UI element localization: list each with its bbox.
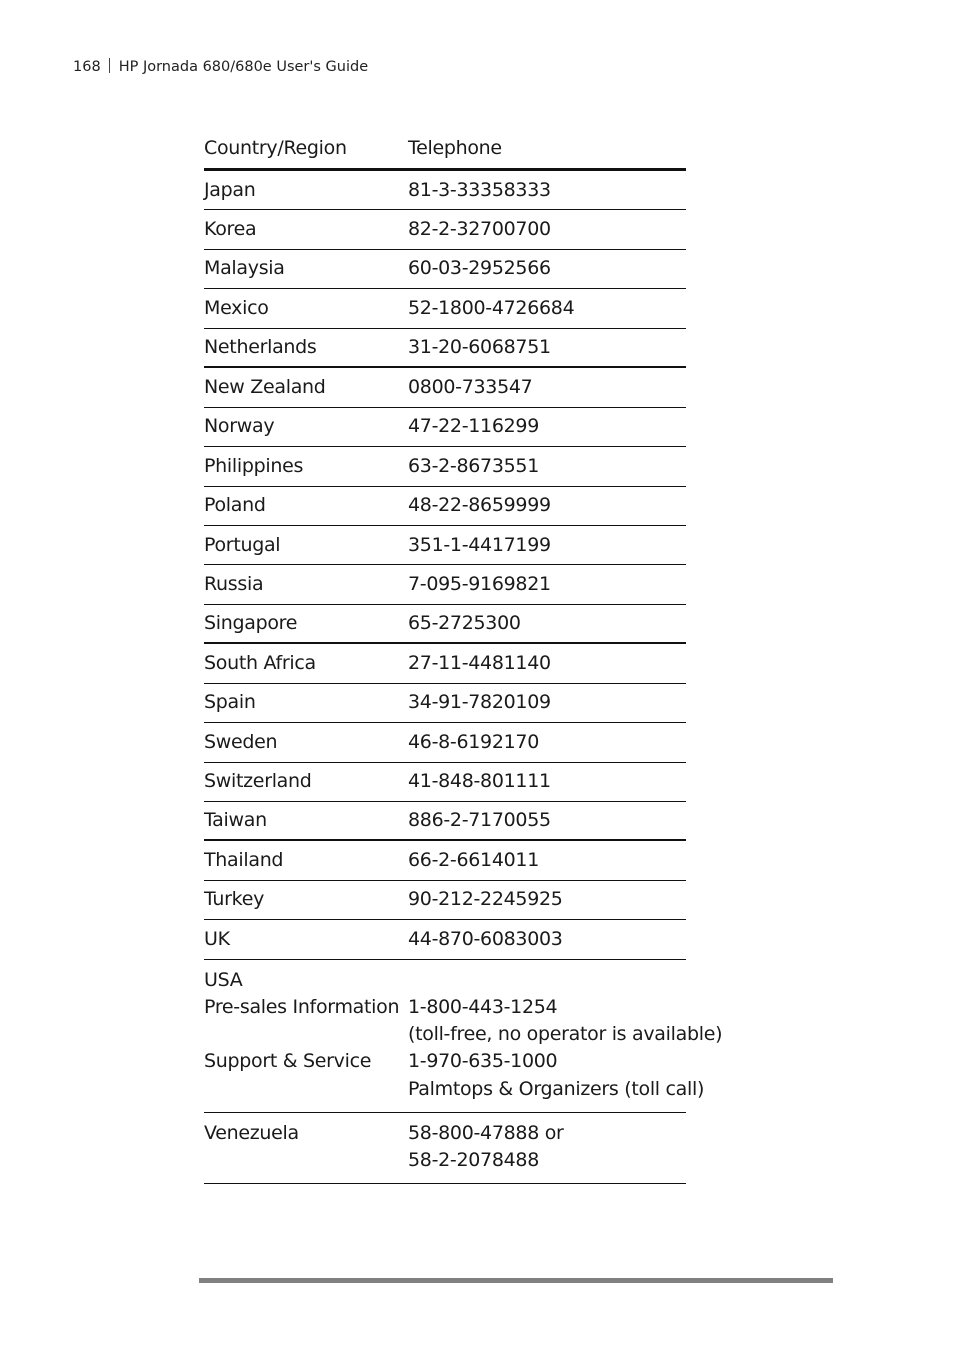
- column-header-country: Country/Region: [204, 136, 347, 159]
- page-number: 168: [73, 59, 101, 75]
- table-row: [204, 763, 686, 802]
- country-cell: Sweden: [204, 730, 278, 753]
- country-cell: Norway: [204, 415, 275, 438]
- phone-cell: 351-1-4417199: [408, 533, 551, 556]
- phone-support-table: [204, 134, 723, 1184]
- phone-cell: 34-91-7820109: [408, 691, 551, 714]
- phone-cell: 52-1800-4726684: [408, 296, 575, 319]
- phone-cell: [408, 967, 722, 1103]
- table-row-venezuela: [204, 1113, 686, 1184]
- table-row: [204, 802, 686, 841]
- table-row: [204, 408, 686, 447]
- table-row: [204, 329, 686, 368]
- table-row: [204, 210, 686, 249]
- phone-cell: 886-2-7170055: [408, 809, 551, 832]
- phone-cell: 81-3-33358333: [408, 178, 551, 201]
- table-body: [204, 171, 686, 960]
- country-cell: Spain: [204, 691, 256, 714]
- country-cell: New Zealand: [204, 375, 326, 398]
- column-header-telephone: Telephone: [408, 136, 502, 159]
- country-cell: UK: [204, 927, 230, 950]
- presales-label: Pre-sales Information: [204, 995, 400, 1018]
- country-cell: [204, 1120, 408, 1147]
- country-cell: Turkey: [204, 888, 265, 911]
- phone-cell: 82-2-32700700: [408, 218, 551, 241]
- country-name: Venezuela: [204, 1121, 299, 1144]
- country-cell: [204, 967, 408, 1076]
- table-row: [204, 526, 686, 565]
- country-cell: Japan: [204, 178, 256, 201]
- phone-cell: 60-03-2952566: [408, 257, 551, 280]
- country-cell: Singapore: [204, 611, 298, 634]
- document-title: HP Jornada 680/680e User's Guide: [118, 59, 369, 75]
- table-row: [204, 487, 686, 526]
- table-row: [204, 881, 686, 920]
- table-row: [204, 723, 686, 762]
- country-cell: South Africa: [204, 651, 316, 674]
- country-cell: Korea: [204, 218, 257, 241]
- phone-cell: 47-22-116299: [408, 415, 539, 438]
- country-name: USA: [204, 968, 243, 991]
- phone-cell: 46-8-6192170: [408, 730, 539, 753]
- country-cell: Taiwan: [204, 809, 267, 832]
- page-header: [73, 57, 368, 77]
- presales-phone: 1-800-443-1254: [408, 995, 558, 1018]
- table-row: [204, 841, 686, 880]
- phone-cell: 44-870-6083003: [408, 927, 563, 950]
- phone-cell: 27-11-4481140: [408, 651, 551, 674]
- phone-cell: 31-20-6068751: [408, 335, 551, 358]
- table-row: [204, 920, 686, 959]
- phone-cell: 41-848-801111: [408, 770, 551, 793]
- phone-cell: [408, 1120, 686, 1174]
- table-row: [204, 684, 686, 723]
- country-cell: Thailand: [204, 849, 284, 872]
- phone-cell: 65-2725300: [408, 611, 521, 634]
- phone-cell: 0800-733547: [408, 375, 533, 398]
- phone-cell: 48-22-8659999: [408, 494, 551, 517]
- presales-note: (toll-free, no operator is available): [408, 1023, 723, 1046]
- table-row: [204, 565, 686, 604]
- phone-cell: 63-2-8673551: [408, 454, 539, 477]
- spacer: [204, 1021, 408, 1048]
- table-row: [204, 605, 686, 644]
- country-cell: Malaysia: [204, 257, 285, 280]
- phone-number-2: 58-2-2078488: [408, 1148, 539, 1171]
- table-row: [204, 644, 686, 683]
- spacer: [408, 967, 722, 994]
- country-cell: Switzerland: [204, 770, 312, 793]
- country-cell: Russia: [204, 572, 264, 595]
- footer-rule: [199, 1278, 833, 1283]
- country-cell: Philippines: [204, 454, 304, 477]
- table-row: [204, 250, 686, 289]
- support-label: Support & Service: [204, 1050, 372, 1073]
- country-cell: Portugal: [204, 533, 281, 556]
- table-row: [204, 289, 686, 328]
- phone-number-1: 58-800-47888 or: [408, 1121, 564, 1144]
- phone-cell: 90-212-2245925: [408, 888, 563, 911]
- phone-cell: 66-2-6614011: [408, 849, 539, 872]
- table-row: [204, 368, 686, 407]
- country-cell: Netherlands: [204, 335, 317, 358]
- table-header-row: [204, 134, 686, 171]
- support-note: Palmtops & Organizers (toll call): [408, 1077, 705, 1100]
- table-row-usa: [204, 960, 723, 1113]
- country-cell: Mexico: [204, 296, 269, 319]
- country-cell: Poland: [204, 494, 266, 517]
- header-divider: [109, 58, 110, 73]
- table-row: [204, 171, 686, 210]
- table-row: [204, 447, 686, 486]
- phone-cell: 7-095-9169821: [408, 572, 551, 595]
- support-phone: 1-970-635-1000: [408, 1050, 558, 1073]
